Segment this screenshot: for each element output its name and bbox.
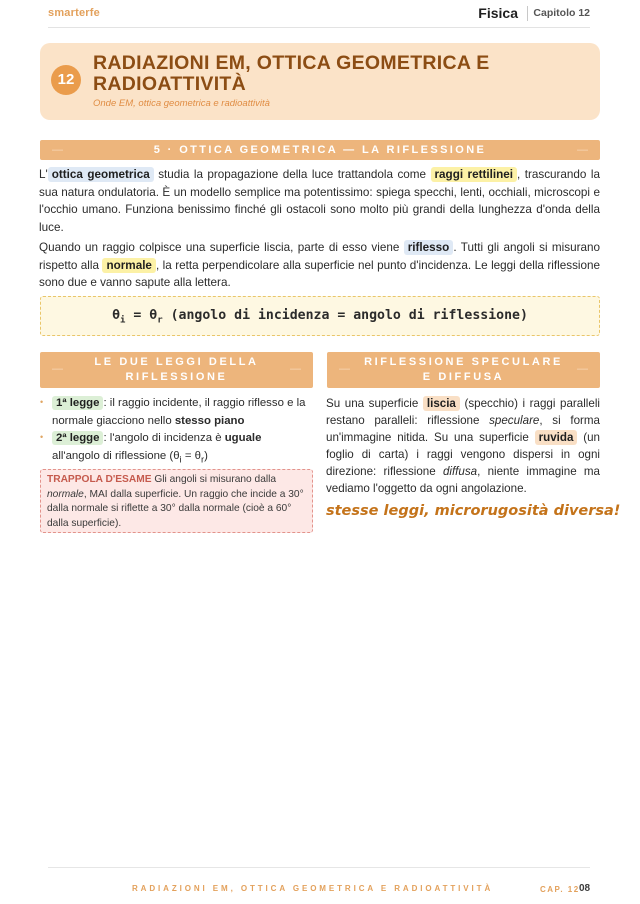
- text-span: (specchio) i raggi paralleli restano paralleli: riflessione: [326, 397, 600, 427]
- second-law: [52, 430, 310, 468]
- header-dash-left: —: [52, 363, 63, 375]
- subscript-r: r: [201, 453, 205, 465]
- text-span: , la retta perpendicolare alla superficie nel punto d'incidenza. Le leggi della riflessione sono due e vanno sapute alla lettera.: [39, 258, 601, 289]
- chapter-subtitle: Onde EM, ottica geometrica e radioattività: [93, 98, 270, 109]
- page-header: [48, 0, 590, 28]
- theta-symbol: θ: [112, 308, 121, 323]
- term-ruvida: ruvida: [535, 430, 578, 445]
- subscript-i: i: [179, 453, 182, 465]
- chapter-number-badge: 12: [51, 65, 81, 95]
- text-span: = θ: [181, 449, 201, 462]
- header-dash-right: —: [290, 363, 301, 375]
- header-divider: [527, 6, 528, 21]
- exam-trap-box: [40, 469, 313, 533]
- italic-text: diffusa: [442, 465, 478, 478]
- text-span: Su una superficie: [326, 397, 423, 410]
- subject-title: Fisica: [478, 5, 518, 21]
- text-span: , niente immagine ma vediamo l'oggetto da ogni angolazione.: [326, 465, 600, 495]
- text-span: . Tutti gli angoli si misurano rispetto alla: [39, 241, 600, 272]
- section-heading: [40, 140, 600, 160]
- intro-paragraph-1: [39, 166, 600, 236]
- chapter-banner: [40, 43, 600, 120]
- chapter-label: Capitolo 12: [533, 7, 590, 19]
- text-span: , trascurando la sua natura ondulatoria. È un modello semplice ma potentissimo: spiega specchi, lenti, occhiali, microscopi e l'occhio umano. Funziona benissimo finché gli ostacoli sono molto più grandi della lunghezza d'onda della luce.: [39, 168, 600, 234]
- bullet-icon: •: [40, 432, 44, 442]
- bold-text: stesso piano: [174, 414, 245, 427]
- text-span: Gli angoli si misurano dalla: [151, 474, 277, 485]
- footer-chapter-ref: CAP. 12: [540, 885, 580, 894]
- term-ottica-geometrica: ottica geometrica: [48, 167, 154, 182]
- theta-symbol: θ: [149, 308, 158, 323]
- text-span: (un foglio di carta) i raggi vengono dispersi in ogni direzione: riflessione: [326, 431, 600, 478]
- text-span: studia la propagazione della luce trattandola come: [153, 168, 431, 181]
- laws-header-title: LE DUE LEGGI DELLA RIFLESSIONE: [94, 356, 259, 383]
- laws-column-header: [40, 352, 313, 388]
- formula-description: (angolo di incidenza = angolo di riflessione): [162, 308, 528, 323]
- reflection-types-header-title: RIFLESSIONE SPECULARE E DIFFUSA: [364, 356, 563, 383]
- reflection-formula: [40, 296, 600, 336]
- text-span: : l'angolo di incidenza è: [103, 432, 225, 444]
- header-dash-left: —: [339, 363, 350, 375]
- term-raggi-rettilinei: raggi rettilinei: [431, 167, 518, 182]
- subscript-i: i: [120, 315, 126, 326]
- section-dash-right: —: [577, 144, 588, 156]
- second-law-label: 2ª legge: [52, 431, 103, 445]
- reflection-types-paragraph: [326, 395, 600, 497]
- bullet-icon: •: [40, 397, 44, 407]
- term-riflesso: riflesso: [404, 240, 454, 255]
- term-normale: normale: [102, 258, 155, 273]
- footer-divider: [48, 867, 590, 868]
- page-number: 08: [579, 883, 591, 894]
- trap-title: TRAPPOLA D'ESAME: [47, 474, 152, 485]
- subscript-r: r: [157, 315, 163, 326]
- chapter-title: RADIAZIONI EM, OTTICA GEOMETRICA E RADIOATTIVITÀ: [93, 52, 490, 95]
- footer-chapter-title: RADIAZIONI EM, OTTICA GEOMETRICA E RADIOATTIVITÀ: [132, 884, 494, 893]
- text-span: Quando un raggio colpisce una superficie liscia, parte di esso viene: [39, 241, 404, 254]
- term-liscia: liscia: [423, 396, 460, 411]
- section-title: 5 · OTTICA GEOMETRICA — LA RIFLESSIONE: [153, 144, 487, 156]
- handwritten-note: stesse leggi, microrugosità diversa!: [326, 503, 621, 519]
- brand-name: smarterfe: [48, 7, 100, 19]
- header-dash-right: —: [577, 363, 588, 375]
- text-span: ): [204, 449, 208, 462]
- equals-sign: =: [125, 308, 150, 323]
- first-law-label: 1ª legge: [52, 396, 103, 410]
- text-span: , si forma un'immagine nitida. Su una superficie: [326, 414, 600, 444]
- text-span: L': [39, 168, 48, 181]
- section-dash-left: —: [52, 144, 63, 156]
- italic-text: speculare: [489, 414, 540, 427]
- text-span: all'angolo di riflessione (θ: [52, 449, 180, 462]
- bold-text: uguale: [224, 432, 262, 444]
- reflection-types-column-header: [327, 352, 600, 388]
- first-law: [52, 395, 310, 430]
- text-span: : il raggio incidente, il raggio riflesso e la normale giacciono nello: [52, 397, 306, 427]
- text-span: , MAI dalla superficie. Un raggio che incide a 30° dalla normale si riflette a 30° dalla normale (cioè a 60° dalla superficie).: [47, 488, 304, 529]
- intro-paragraph-2: [39, 239, 600, 292]
- italic-text: normale: [47, 488, 84, 500]
